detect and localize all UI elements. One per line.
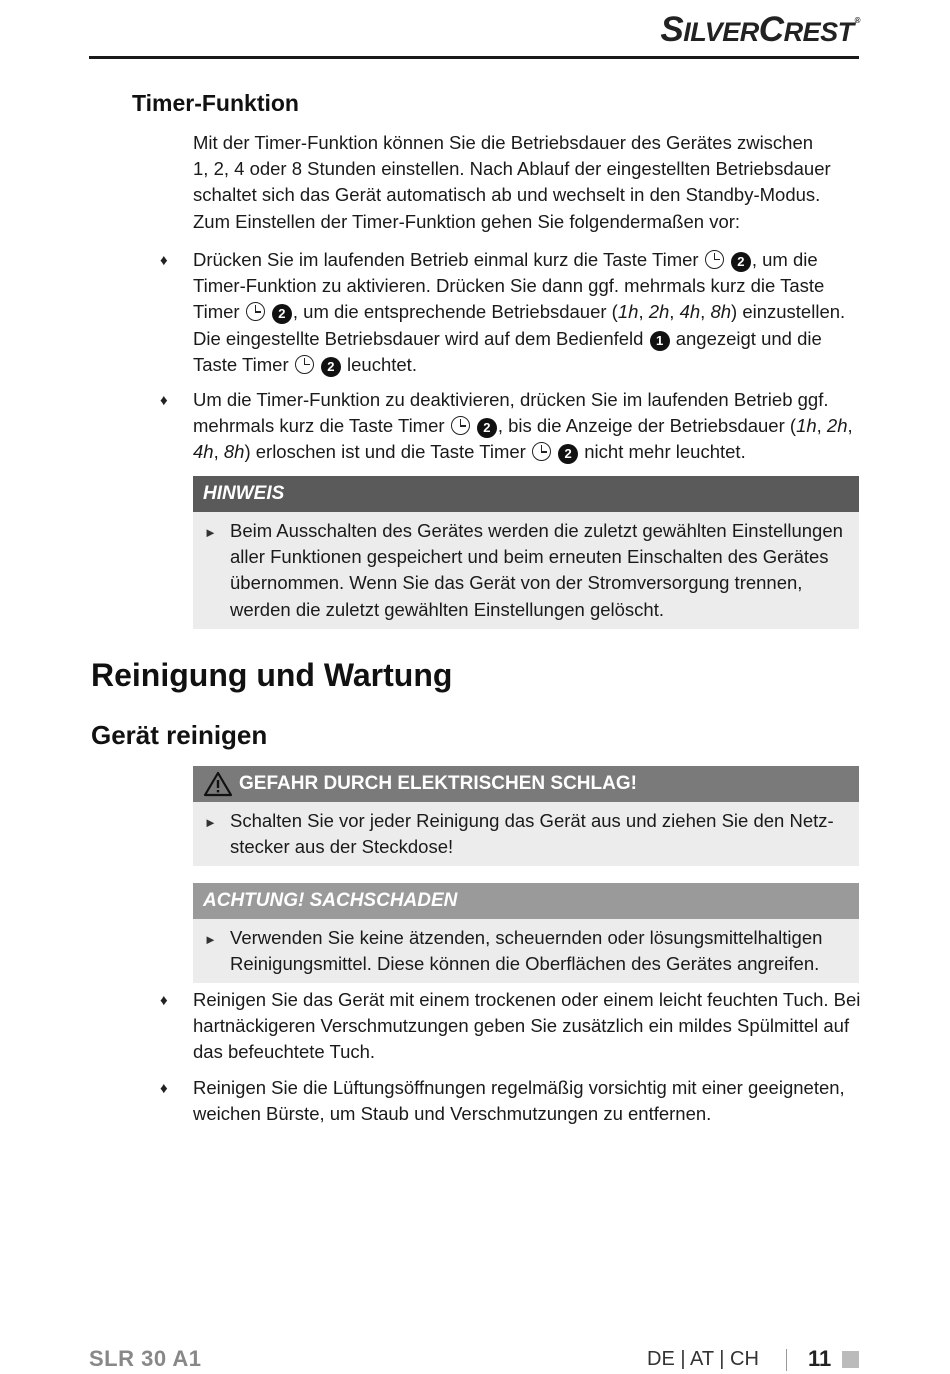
notice-title: HINWEIS bbox=[193, 476, 859, 512]
notice-box-hinweis bbox=[193, 476, 859, 629]
brand-logo-part: C bbox=[758, 10, 784, 49]
text-line: Mit der Timer-Funktion können Sie die Betriebsdauer des Gerätes zwischen bbox=[193, 132, 814, 153]
notice-box-caution bbox=[193, 883, 859, 983]
text-run: 8h bbox=[223, 441, 245, 463]
bullet-item-deactivate-timer bbox=[193, 387, 859, 466]
text-line: stecker aus der Steckdose! bbox=[230, 836, 454, 858]
text-run: , bbox=[638, 301, 649, 323]
notice-title: GEFAHR DURCH ELEKTRISCHEN SCHLAG! bbox=[239, 773, 637, 794]
text-line bbox=[193, 299, 859, 325]
clock-icon bbox=[451, 416, 470, 435]
text-run: , bbox=[669, 301, 680, 323]
arrow-right-icon: ► bbox=[204, 815, 217, 830]
text-run: nicht mehr leuchtet. bbox=[579, 441, 746, 463]
text-run: , um die entsprechende Betriebsdauer ( bbox=[292, 301, 618, 323]
bullet-diamond: ♦ bbox=[160, 992, 168, 1009]
clock-icon bbox=[246, 302, 265, 321]
number-badge-1: 1 bbox=[650, 331, 670, 351]
text-run: Taste Timer bbox=[193, 353, 294, 375]
arrow-right-icon: ► bbox=[204, 932, 217, 947]
brand-logo-part: S bbox=[660, 10, 684, 49]
bullet-diamond: ♦ bbox=[160, 1080, 168, 1097]
text-line: Schalten Sie vor jeder Reinigung das Gerät aus und ziehen Sie den Netz- bbox=[230, 810, 834, 831]
text-run: 1h bbox=[796, 415, 817, 437]
timer-intro-paragraph bbox=[193, 130, 859, 235]
text-run: ) einzustellen. bbox=[731, 301, 846, 323]
text-line: das befeuchtete Tuch. bbox=[193, 1041, 376, 1063]
text-run: 4h bbox=[679, 301, 701, 323]
text-line: Reinigen Sie das Gerät mit einem trockenen oder einem leicht feuchten Tuch. Bei bbox=[193, 989, 861, 1010]
text-line: aller Funktionen gespeichert und beim erneuten Einschalten des Gerätes bbox=[230, 546, 829, 568]
notice-body bbox=[193, 919, 859, 983]
notice-body bbox=[193, 802, 859, 866]
text-line: 1, 2, 4 oder 8 Stunden einstellen. Nach Ablauf der eingestellten Betriebsdauer bbox=[193, 158, 831, 180]
text-line bbox=[193, 326, 859, 352]
text-run: 1h bbox=[617, 301, 639, 323]
clock-icon bbox=[532, 442, 551, 461]
bullet-item-clean-vents bbox=[193, 1075, 859, 1127]
number-badge-2: 2 bbox=[731, 252, 751, 272]
text-line: Timer-Funktion zu aktivieren. Drücken Sie dann ggf. mehrmals kurz die Taste bbox=[193, 275, 825, 297]
section-heading-clean-device: Gerät reinigen bbox=[91, 720, 268, 750]
text-line: Um die Timer-Funktion zu deaktivieren, drücken Sie im laufenden Betrieb ggf. bbox=[193, 389, 829, 410]
text-run: 4h bbox=[193, 441, 214, 463]
text-run: ) erloschen ist und die Taste Timer bbox=[244, 441, 531, 463]
text-run: , bbox=[816, 415, 827, 437]
text-run: , bis die Anzeige der Betriebsdauer ( bbox=[497, 415, 797, 437]
text-run: leuchtet. bbox=[341, 353, 417, 375]
clock-icon bbox=[705, 250, 724, 269]
header-rule bbox=[89, 56, 859, 59]
bullet-item-clean-cloth bbox=[193, 987, 859, 1066]
text-line bbox=[193, 247, 859, 273]
notice-box-danger bbox=[193, 766, 859, 866]
text-line: Verwenden Sie keine ätzenden, scheuernden oder lösungsmittelhaltigen bbox=[230, 927, 823, 948]
page-marker-square bbox=[842, 1351, 859, 1368]
text-line bbox=[193, 439, 859, 465]
text-run: , bbox=[700, 301, 711, 323]
footer-divider bbox=[786, 1349, 787, 1371]
clock-icon bbox=[295, 355, 314, 374]
notice-title: ACHTUNG! SACHSCHADEN bbox=[193, 883, 859, 919]
text-line: Reinigungsmittel. Diese können die Oberflächen des Gerätes angreifen. bbox=[230, 953, 820, 975]
notice-title-row bbox=[193, 766, 859, 802]
text-run: , bbox=[847, 415, 853, 437]
text-line: Beim Ausschalten des Gerätes werden die zuletzt gewählten Einstellungen bbox=[230, 520, 843, 541]
text-run: , bbox=[213, 441, 224, 463]
text-line: weichen Bürste, um Staub und Verschmutzungen zu entfernen. bbox=[193, 1103, 712, 1125]
text-run: angezeigt und die bbox=[670, 327, 822, 349]
arrow-right-icon: ► bbox=[204, 525, 217, 540]
notice-body bbox=[193, 512, 859, 629]
text-run: 2h bbox=[826, 415, 848, 437]
text-run: Timer bbox=[193, 301, 245, 323]
number-badge-2: 2 bbox=[558, 444, 578, 464]
bullet-diamond: ♦ bbox=[160, 392, 168, 409]
text-run: 2h bbox=[648, 301, 670, 323]
text-line bbox=[193, 352, 859, 378]
text-line: Reinigen Sie die Lüftungsöffnungen regelmäßig vorsichtig mit einer geeigneten, bbox=[193, 1077, 845, 1098]
text-run: 8h bbox=[710, 301, 732, 323]
number-badge-2: 2 bbox=[477, 418, 497, 438]
registered-mark: ® bbox=[854, 16, 860, 25]
page-number: 11 bbox=[808, 1346, 832, 1371]
text-run: Drücken Sie im laufenden Betrieb einmal kurz die Taste Timer bbox=[193, 249, 704, 270]
text-run: Die eingestellte Betriebsdauer wird auf dem Bedienfeld bbox=[193, 327, 649, 349]
bullet-diamond: ♦ bbox=[160, 252, 168, 269]
footer-model-number: SLR 30 A1 bbox=[89, 1346, 202, 1371]
number-badge-2: 2 bbox=[321, 357, 341, 377]
text-line bbox=[193, 413, 859, 439]
text-line: Zum Einstellen der Timer-Funktion gehen Sie folgendermaßen vor: bbox=[193, 210, 741, 232]
text-line: übernommen. Wenn Sie das Gerät von der Stromversorgung trennen, bbox=[230, 572, 803, 594]
chapter-heading-cleaning: Reinigung und Wartung bbox=[91, 657, 453, 693]
footer-languages: DE | AT | CH bbox=[647, 1348, 759, 1370]
text-run: mehrmals kurz die Taste Timer bbox=[193, 415, 450, 437]
warning-triangle-icon bbox=[203, 771, 233, 797]
text-line: hartnäckigeren Verschmutzungen geben Sie zusätzlich ein mildes Spülmittel auf bbox=[193, 1015, 850, 1037]
section-heading-timer: Timer-Funktion bbox=[132, 90, 299, 116]
brand-logo-part: REST bbox=[783, 17, 854, 47]
brand-logo bbox=[660, 10, 860, 50]
number-badge-2: 2 bbox=[272, 304, 292, 324]
text-run: , um die bbox=[751, 249, 818, 270]
bullet-item-activate-timer bbox=[193, 247, 859, 378]
text-line: werden die zuletzt gewählten Einstellungen gelöscht. bbox=[230, 598, 665, 620]
text-line: schaltet sich das Gerät automatisch ab und wechselt in den Standby-Modus. bbox=[193, 184, 821, 206]
brand-logo-part: ILVER bbox=[683, 17, 759, 47]
